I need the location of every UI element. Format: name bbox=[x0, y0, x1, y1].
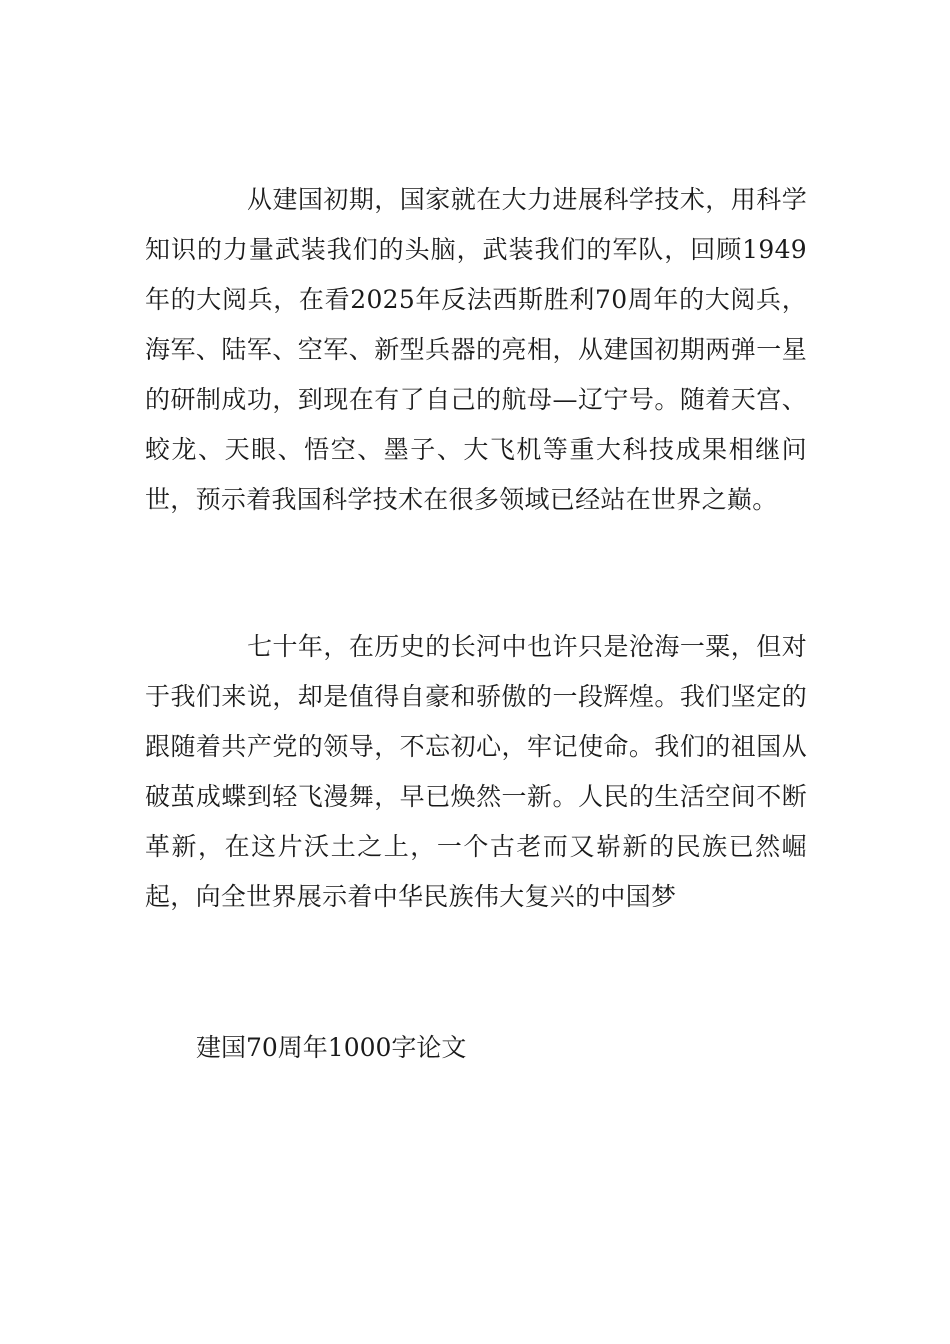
paragraph-seventy-years: 七十年，在历史的长河中也许只是沧海一粟，但对于我们来说，却是值得自豪和骄傲的一段辉煌。我们坚定的跟随着共产党的领导，不忘初心，牢记使命。我们的祖国从破茧成蝶到轻飞漫舞，早已焕然一新。人民的生活空间不断革新，在这片沃土之上，一个古老而又崭新的民族已然崛起，向全世界展示着中华民族伟大复兴的中国梦 bbox=[145, 632, 807, 911]
document-footer-title: 建国70周年1000字论文 bbox=[196, 1033, 467, 1062]
paragraph-science-technology: 从建国初期，国家就在大力进展科学技术，用科学知识的力量武装我们的头脑，武装我们的军队，回顾1949年的大阅兵，在看2025年反法西斯胜利70周年的大阅兵，海军、陆军、空军、新型兵器的亮相，从建国初期两弹一星的研制成功，到现在有了自己的航母—辽宁号。随着天宫、蛟龙、天眼、悟空、墨子、大飞机等重大科技成果相继问世，预示着我国科学技术在很多领域已经站在世界之巅。 bbox=[145, 185, 807, 514]
